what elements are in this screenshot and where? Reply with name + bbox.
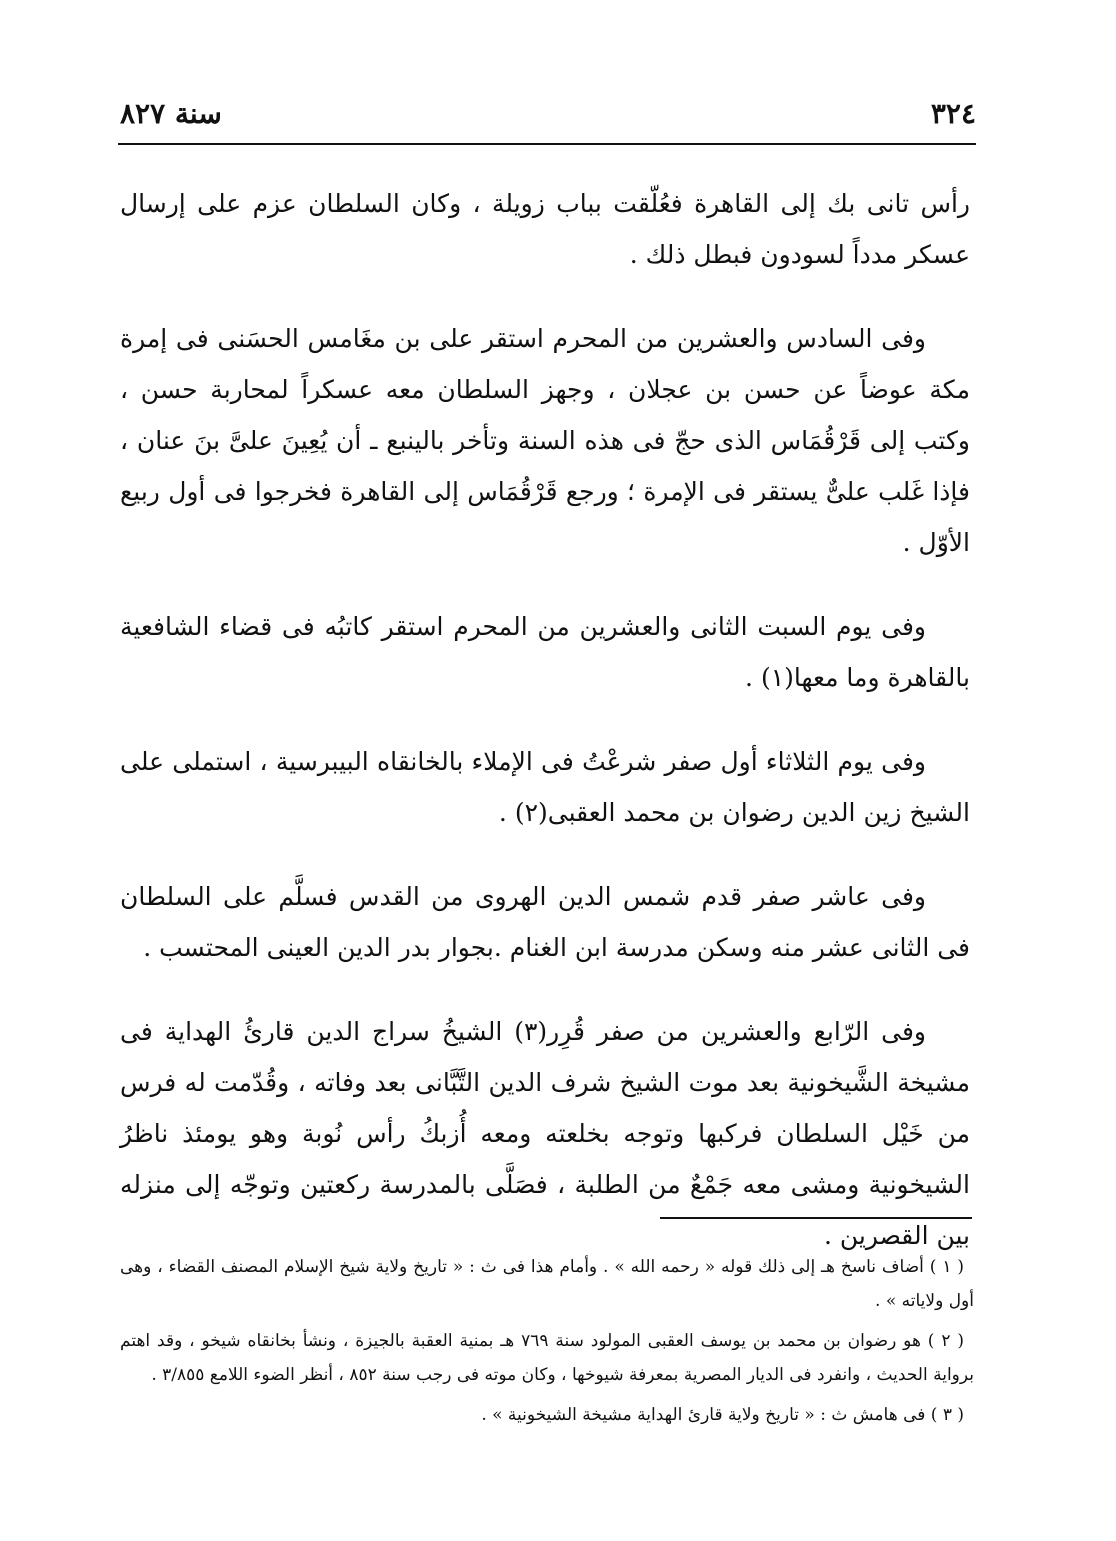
footnote-2: ( ٢ ) هو رضوان بن محمد بن يوسف العقبى المولود سنة ٧٦٩ هـ بمنية العقبة بالجيزة ، ونشأ بخانقاه شيخو ، وقد اهتم برواية الحديث ، وانفرد فى الديار المصرية بمعرفة شيوخها ، وكان موته فى رجب سنة ٨٥٢ ، أنظر الضوء اللامع ٣/٨٥٥ . [120,1331,974,1385]
footnote-1: ( ١ ) أضاف ناسخ هـ إلى ذلك قوله « رحمه الله » . وأمام هذا فى ث : « تاريخ ولاية شيخ الإسلام المصنف القضاء ، وهى أول ولاياته » . [120,1257,974,1311]
paragraph-6: وفى الرّابع والعشرين من صفر قُرِر(٣) الشيخُ سراج الدين قارئُ الهداية فى مشيخة الشَّيخونية بعد موت الشيخ شرف الدين التَّبَّانى بعد وفاته ، وقُدّمت له فرس من خَيْل السلطان فركبها وتوجه بخلعته ومعه أُزبكُ رأس نُوبة وهو يومئذ ناظرُ الشيخونية ومشى معه جَمْعٌ من الطلبة ، فصَلَّى بالمدرسة ركعتين وتوجّه إلى منزله بين القصرين . [120,1017,970,1250]
page-number: ٣٢٤ [930,96,976,130]
paragraph-5: وفى عاشر صفر قدم شمس الدين الهروى من القدس فسلَّم على السلطان فى الثانى عشر منه وسكن مدرسة ابن الغنام .بجوار بدر الدين العينى المحتسب . [120,882,970,962]
footnote-divider [660,1217,972,1219]
running-header [120,96,976,130]
footnotes [120,1250,974,1438]
paragraph-1: رأس تانى بك إلى القاهرة فعُلّقت بباب زويلة ، وكان السلطان عزم على إرسال عسكر مدداً لسودون فبطل ذلك . [120,189,970,269]
main-text [120,178,970,1294]
paragraph-2: وفى السادس والعشرين من المحرم استقر على بن مغَامس الحسَنى فى إمرة مكة عوضاً عن حسن بن عجلان ، وجهز السلطان معه عسكراً لمحاربة حسن ، وكتب إلى قَرْقُمَاس الذى حجّ فى هذه السنة وتأخر بالينبع ـ أن يُعِينَ علىَّ بنَ عنان ، فإذا غَلب علىٌّ يستقر فى الإمرة ؛ ورجع قَرْقُمَاس إلى القاهرة فخرجوا فى أول ربيع الأوّل . [120,324,970,557]
footnote-3: ( ٣ ) فى هامش ث : « تاريخ ولاية قارئ الهداية مشيخة الشيخونية » . [481,1405,964,1425]
paragraph-4: وفى يوم الثلاثاء أول صفر شرعْتُ فى الإملاء بالخانقاه البيبرسية ، استملى على الشيخ زين الدين رضوان بن محمد العقبى(٢) . [120,747,970,827]
header-divider [118,143,976,145]
year-heading: سنة ٨٢٧ [120,96,222,130]
paragraph-3: وفى يوم السبت الثانى والعشرين من المحرم استقر كاتبُه فى قضاء الشافعية بالقاهرة وما معها(١) . [120,612,970,692]
